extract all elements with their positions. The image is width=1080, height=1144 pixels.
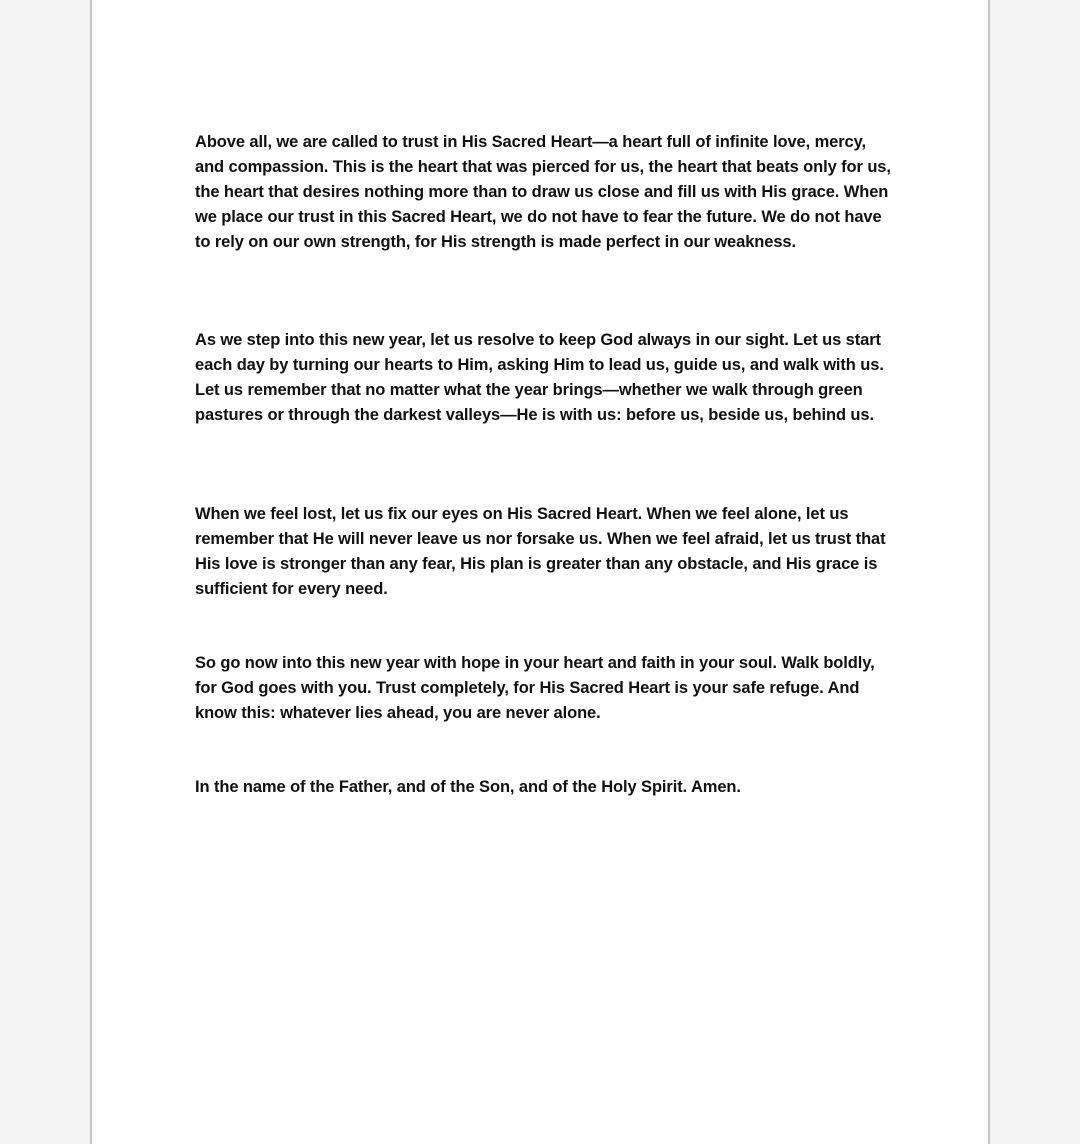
paragraph-1: Above all, we are called to trust in His Sacred Heart—a heart full of infinite love, mercy, and compassion. This is the heart that was pierced for us, the heart that beats only for us, the heart that desires nothing more than to draw us close and fill us with His grace. When we place our trust in this Sacred Heart, we do not have to fear the future. We do not have to rely on our own strength, for His strength is made perfect in our weakness. — [195, 133, 891, 251]
closing-blessing: In the name of the Father, and of the Son, and of the Holy Spirit. Amen. — [195, 778, 741, 796]
paragraph-4: So go now into this new year with hope in your heart and faith in your soul. Walk boldly, for God goes with you. Trust completely, for His Sacred Heart is your safe refuge. And know this: whatever lies ahead, you are never alone. — [195, 654, 875, 722]
paragraph-3: When we feel lost, let us fix our eyes on His Sacred Heart. When we feel alone, let us remember that He will never leave us nor forsake us. When we feel afraid, let us trust that His love is stronger than any fear, His plan is greater than any obstacle, and His grace is sufficient for every need. — [195, 505, 886, 598]
paragraph-2: As we step into this new year, let us resolve to keep God always in our sight. Let us start each day by turning our hearts to Him, asking Him to lead us, guide us, and walk with us. Let us remember that no matter what the year brings—whether we walk through green pastures or through the darkest valleys—He is with us: before us, beside us, behind us. — [195, 331, 884, 424]
document-page[interactable] — [90, 0, 990, 1144]
